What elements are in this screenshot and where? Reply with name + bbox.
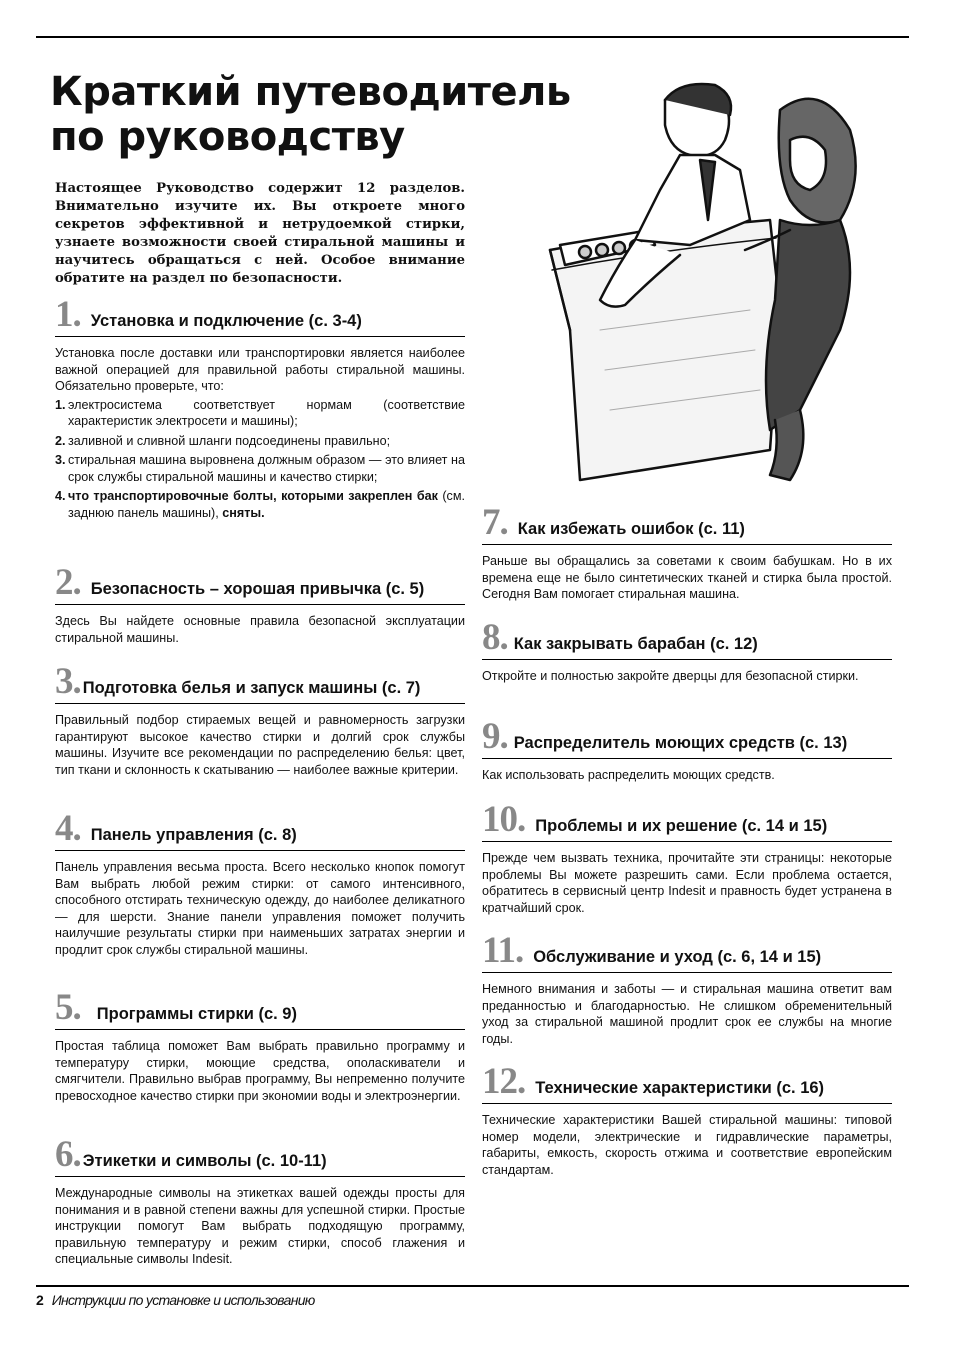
- list-item: [55, 488, 465, 521]
- section-body: Международные символы на этикетках вашей одежды просты для понимания и в равной степени важны для успешной стирки. Простые инструкции помогут Вам выбрать подходящую программу, правильную температуру и режим стирки, способ глажения и специальные символы Indesit.: [55, 1186, 465, 1266]
- section-5-header: [55, 989, 465, 1030]
- section-12: [482, 1063, 892, 1178]
- section-8-header: [482, 619, 892, 660]
- section-11-header: [482, 932, 892, 973]
- page-footer: [36, 1292, 315, 1308]
- section-6: [55, 1136, 465, 1268]
- section-10-header: [482, 801, 892, 842]
- list-item-bold-text: что транспортировочные болты, которыми закреплен бак: [68, 489, 438, 503]
- checklist: [55, 397, 465, 522]
- section-title: Подготовка белья и запуск машины (с. 7): [82, 679, 421, 697]
- section-9-header: [482, 718, 892, 759]
- section-body: Технические характеристики Вашей стиральной машины: типовой номер модели, электрические и гидравлические параметры, габариты, емкость, скорость отжима и соответствие европейским стандартам.: [482, 1113, 892, 1177]
- section-body: Простая таблица поможет Вам выбрать правильно программу и температуру стирки, моющие средства, ополаскиватели и смягчители. Правильно выбрав программу, Вы непременно получите превосходное качество стирки при экономии воды и электроэнергии.: [55, 1039, 465, 1103]
- list-item: [55, 433, 465, 450]
- section-title: Установка и подключение (с. 3-4): [90, 312, 362, 330]
- list-item-text: электросистема соответствует нормам (соответствие характеристик электросети и машины);: [68, 397, 465, 428]
- top-rule: [36, 36, 909, 38]
- title-line-1: Краткий путеводитель: [50, 69, 571, 115]
- section-title: Как избежать ошибок (с. 11): [517, 520, 745, 538]
- section-body: Прежде чем вызвать техника, прочитайте эти страницы: некоторые проблемы Вы можете разрешить сами. Если проблема остается, обратитесь в сервисный центр Indesit и правность будет устранена в кратчайший срок.: [482, 851, 892, 915]
- section-1-header: [55, 296, 465, 337]
- section-number: 5.: [55, 989, 81, 1028]
- section-title: Безопасность – хорошая привычка (с. 5): [90, 580, 425, 598]
- section-body: Как использовать распределить моющих средств.: [482, 768, 775, 782]
- list-item-plain-text: (см. заднюю панель машины),: [68, 489, 465, 520]
- couple-with-washing-machine-illustration: [540, 70, 880, 500]
- section-5: [55, 989, 465, 1104]
- section-2: [55, 564, 465, 646]
- section-title: Как закрывать барабан (с. 12): [513, 635, 758, 653]
- section-3-header: [55, 663, 465, 704]
- section-9: [482, 718, 892, 784]
- section-7-header: [482, 504, 892, 545]
- section-body: Панель управления весьма проста. Всего несколько кнопок помогут Вам выбрать любой режим стирки: от самого интенсивного, способного отстирать техническую одежду, до наиболее деликатного — для шерсти. Знание панели управления поможет получить наилучшие результаты стирки при наименьших затратах энергии и продлит срок службы стиральной машины.: [55, 860, 465, 957]
- section-10: [482, 801, 892, 916]
- section-title: Проблемы и их решение (с. 14 и 15): [535, 817, 828, 835]
- footer-text: Инструкции по установке и использованию: [51, 1292, 315, 1308]
- list-item: [55, 452, 465, 485]
- page-number: 2: [36, 1292, 44, 1308]
- section-number: 4.: [55, 810, 81, 849]
- section-title: Технические характеристики (с. 16): [535, 1079, 825, 1097]
- section-number: 6.: [55, 1136, 81, 1175]
- section-number: 10.: [482, 801, 526, 840]
- list-item-number: 4.: [55, 489, 66, 503]
- section-title: Этикетки и символы (с. 10-11): [82, 1152, 327, 1170]
- section-3: [55, 663, 465, 778]
- section-1: [55, 296, 465, 524]
- list-item-number: 3.: [55, 453, 66, 467]
- section-2-header: [55, 564, 465, 605]
- list-item: [55, 397, 465, 430]
- section-11: [482, 932, 892, 1047]
- section-body: Здесь Вы найдете основные правила безопасной эксплуатации стиральной машины.: [55, 614, 465, 645]
- section-number: 12.: [482, 1063, 526, 1102]
- section-number: 3.: [55, 663, 81, 702]
- section-body: Откройте и полностью закройте дверцы для безопасной стирки.: [482, 669, 859, 683]
- list-item-text: стиральная машина выровнена должным образом — это влияет на срок службы стиральной машины и качество стирки;: [68, 453, 465, 484]
- section-title: Программы стирки (с. 9): [96, 1005, 297, 1023]
- list-item-text: [68, 488, 465, 521]
- list-item-bold-text: сняты.: [222, 505, 265, 520]
- section-title: Распределитель моющих средств (с. 13): [513, 734, 848, 752]
- section-number: 1.: [55, 296, 81, 335]
- section-number: 9.: [482, 718, 508, 757]
- section-title: Панель управления (с. 8): [90, 826, 297, 844]
- list-item-number: 2.: [55, 433, 66, 448]
- title-line-2: по руководству: [50, 114, 405, 160]
- section-title: Обслуживание и уход (с. 6, 14 и 15): [533, 948, 822, 966]
- section-number: 2.: [55, 564, 81, 603]
- section-4-header: [55, 810, 465, 851]
- section-6-header: [55, 1136, 465, 1177]
- section-body: Раньше вы обращались за советами к своим бабушкам. Но в их времена еще не было синтетических тканей и стирка была простой. Сегодня Вам помогает стиральная машина.: [482, 554, 892, 601]
- intro-paragraph: Настоящее Руководство содержит 12 разделов. Внимательно изучите их. Вы откроете много секретов эффективной и нетрудоемкой стирки, узнаете возможности своей стиральной машины и научитесь обращаться с ней. Особое внимание обратите на раздел по безопасности.: [55, 181, 465, 286]
- section-7: [482, 504, 892, 603]
- section-8: [482, 619, 892, 685]
- section-body: Немного внимания и заботы — и стиральная машина ответит вам преданностью и благодарностью. Не слишком обременительный уход за стиральной машиной продлит срок ее службы на многие годы.: [482, 982, 892, 1046]
- section-body: Установка после доставки или транспортировки является наиболее важной операцией для правильной работы стиральной машины. Обязательно проверьте, что:: [55, 346, 465, 393]
- list-item-number: 1.: [55, 397, 66, 412]
- list-item-text: заливной и сливной шланги подсоединены правильно;: [68, 433, 391, 448]
- section-4: [55, 810, 465, 958]
- section-body: Правильный подбор стираемых вещей и равномерность загрузки гарантируют высокое качество стирки и долгий срок службы машины. Изучите все рекомендации по распределению белья: цвет, тип ткани и склонность к скатыванию — наиболее важные критерии.: [55, 713, 465, 777]
- section-12-header: [482, 1063, 892, 1104]
- section-number: 8.: [482, 619, 508, 658]
- section-number: 7.: [482, 504, 508, 543]
- bottom-rule: [36, 1285, 909, 1287]
- section-number: 11.: [482, 932, 524, 971]
